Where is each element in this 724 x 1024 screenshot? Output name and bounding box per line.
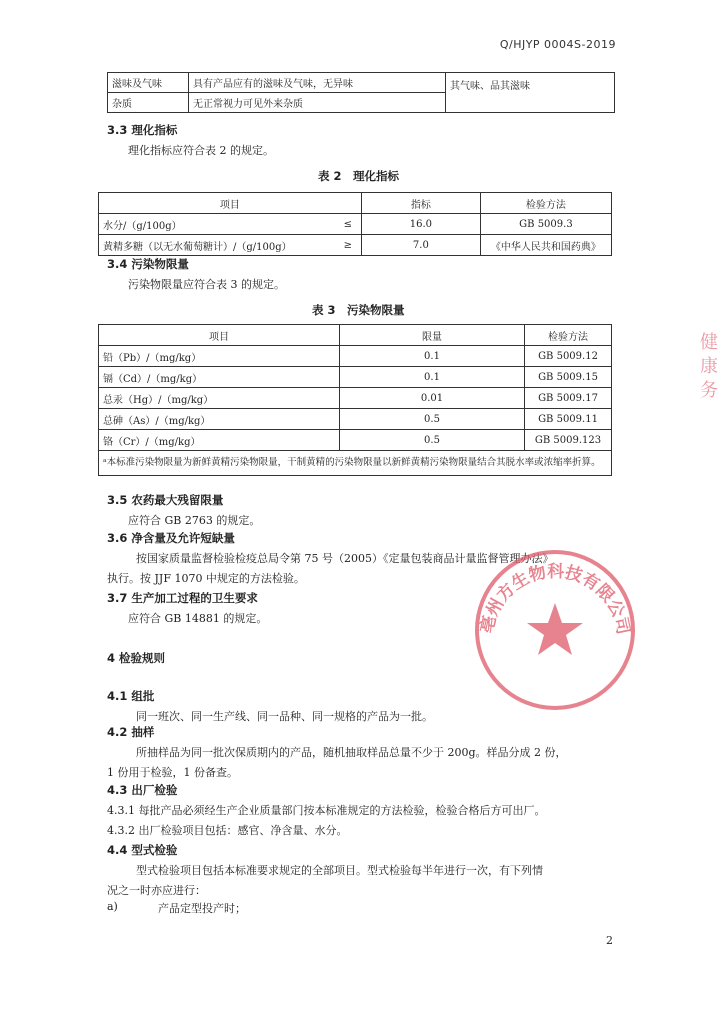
table-cell: 黄精多糖（以无水葡萄糖计）/（g/100g） — [99, 235, 335, 256]
paragraph: 型式检验项目包括本标准要求规定的全部项目。型式检验每半年进行一次，有下列情 — [136, 864, 543, 877]
svg-text:健: 健 — [700, 332, 718, 353]
table-cell: 0.1 — [340, 346, 525, 367]
paragraph: 理化指标应符合表 2 的规定。 — [128, 144, 274, 157]
section-heading: 4.3 出厂检验 — [107, 783, 178, 797]
list-label: a) — [107, 900, 118, 913]
column-header: 限量 — [340, 325, 525, 346]
table-row — [99, 214, 612, 235]
section-heading: 3.5 农药最大残留限量 — [107, 493, 224, 507]
section-heading: 3.6 净含量及允许短缺量 — [107, 531, 235, 545]
paragraph: 应符合 GB 2763 的规定。 — [128, 514, 261, 527]
section-heading: 3.4 污染物限量 — [107, 257, 189, 271]
physicochemical-table — [98, 192, 612, 256]
table-cell: 0.5 — [340, 430, 525, 451]
table-cell: 杂质 — [108, 93, 189, 113]
table-cell: 具有产品应有的滋味及气味，无异味 — [189, 73, 446, 93]
section-heading: 4.4 型式检验 — [107, 843, 178, 857]
table-cell: GB 5009.12 — [525, 346, 612, 367]
table-cell: GB 5009.3 — [480, 214, 611, 235]
edge-seal-fragment — [696, 322, 724, 402]
table-caption: 表 2 理化指标 — [318, 169, 400, 183]
table-row — [99, 430, 612, 451]
table-cell: 《中华人民共和国药典》 — [480, 235, 611, 256]
table-cell: 无正常视力可见外来杂质 — [189, 93, 446, 113]
paragraph: 按国家质量监督检验检疫总局令第 75 号（2005）《定量包装商品计量监督管理办法》 — [136, 552, 554, 565]
table-header-row — [99, 193, 612, 214]
svg-text:务: 务 — [700, 380, 718, 401]
paragraph: 同一班次、同一生产线、同一品种、同一规格的产品为一批。 — [136, 710, 433, 723]
chapter-heading: 4 检验规则 — [107, 651, 166, 665]
table-cell: 铬（Cr）/（mg/kg） — [99, 430, 340, 451]
table-row — [99, 235, 612, 256]
column-header: 检验方法 — [480, 193, 611, 214]
column-header: 项目 — [99, 325, 340, 346]
section-heading: 4.2 抽样 — [107, 725, 155, 739]
table-row — [99, 409, 612, 430]
paragraph: 4.3.2 出厂检验项目包括：感官、净含量、水分。 — [107, 824, 348, 837]
table-cell: 滋味及气味 — [108, 73, 189, 93]
column-header: 检验方法 — [525, 325, 612, 346]
table-cell: ≤ — [335, 214, 362, 235]
paragraph: 1 份用于检验，1 份备查。 — [107, 766, 238, 779]
table-header-row — [99, 325, 612, 346]
paragraph: 污染物限量应符合表 3 的规定。 — [128, 278, 285, 291]
table-cell: 其气味、品其滋味 — [446, 73, 615, 113]
sensory-table — [107, 72, 615, 113]
table-cell: 水分/（g/100g） — [99, 214, 335, 235]
table-cell: GB 5009.123 — [525, 430, 612, 451]
contaminant-table — [98, 324, 612, 476]
standard-code: Q/HJYP 0004S-2019 — [499, 38, 616, 51]
table-caption: 表 3 污染物限量 — [312, 303, 405, 317]
paragraph: 执行。按 JJF 1070 中规定的方法检验。 — [107, 572, 305, 585]
svg-text:亳州方生物科技有限公司: 亳州方生物科技有限公司 — [477, 561, 634, 637]
table-cell: 7.0 — [361, 235, 480, 256]
table-row — [99, 367, 612, 388]
page-number: 2 — [606, 934, 613, 947]
table-cell: 总砷（As）/（mg/kg） — [99, 409, 340, 430]
table-cell: 0.5 — [340, 409, 525, 430]
table-row — [108, 73, 615, 93]
table-cell: 铅（Pb）/（mg/kg） — [99, 346, 340, 367]
column-header: 指标 — [361, 193, 480, 214]
table-note: ᵃ本标准污染物限量为新鲜黄精污染物限量，干制黄精的污染物限量以新鲜黄精污染物限量结合其脱水率或浓缩率折算。 — [99, 451, 612, 476]
company-seal — [470, 545, 640, 715]
list-item: 产品定型投产时； — [158, 902, 246, 915]
section-heading: 3.7 生产加工过程的卫生要求 — [107, 591, 258, 605]
table-cell: 总汞（Hg）/（mg/kg） — [99, 388, 340, 409]
table-cell: GB 5009.17 — [525, 388, 612, 409]
section-heading: 3.3 理化指标 — [107, 123, 178, 137]
table-cell: 0.1 — [340, 367, 525, 388]
seal-star-icon — [527, 603, 583, 655]
table-cell: 16.0 — [361, 214, 480, 235]
table-row — [99, 346, 612, 367]
paragraph: 况之一时亦应进行： — [107, 884, 206, 897]
table-cell: 0.01 — [340, 388, 525, 409]
table-cell: GB 5009.11 — [525, 409, 612, 430]
table-cell: ≥ — [335, 235, 362, 256]
section-heading: 4.1 组批 — [107, 689, 155, 703]
table-row — [99, 388, 612, 409]
paragraph: 应符合 GB 14881 的规定。 — [128, 612, 268, 625]
paragraph: 所抽样品为同一批次保质期内的产品，随机抽取样品总量不少于 200g。样品分成 2 份， — [136, 746, 567, 759]
table-note-row — [99, 451, 612, 476]
svg-text:康: 康 — [700, 356, 718, 377]
paragraph: 4.3.1 每批产品必须经生产企业质量部门按本标准规定的方法检验，检验合格后方可出厂。 — [107, 804, 546, 817]
table-cell: 镉（Cd）/（mg/kg） — [99, 367, 340, 388]
table-cell: GB 5009.15 — [525, 367, 612, 388]
column-header: 项目 — [99, 193, 362, 214]
